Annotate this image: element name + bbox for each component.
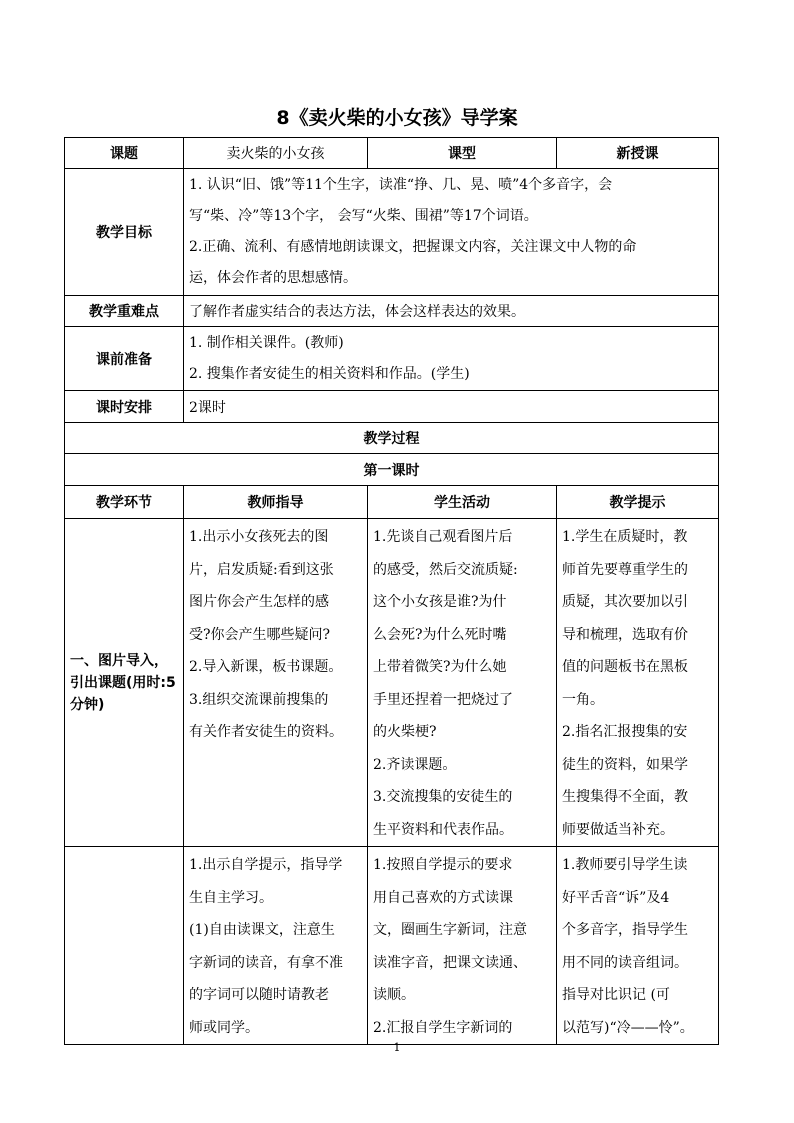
text-line: 一角。	[562, 691, 604, 708]
goals-label: 教学目标	[65, 169, 184, 296]
text-line: 生搜集得不全面，教	[562, 789, 688, 805]
process-heading: 教学过程	[65, 423, 719, 454]
text-line: 徒生的资料，如果学	[562, 756, 688, 773]
student-activity-cell	[368, 519, 557, 847]
type-value: 新授课	[557, 138, 719, 169]
text-line: 片，启发质疑:看到这张	[189, 561, 334, 578]
text-line: 2.导入新课，板书课题。	[189, 659, 343, 675]
teacher-guidance-cell	[184, 847, 368, 1045]
text-line: (1)自由读课文，注意生	[189, 922, 335, 938]
text-line: 读准字音，把课文读通、	[373, 954, 527, 971]
text-line: 师或同学。	[189, 1019, 259, 1036]
preparation-row	[65, 327, 719, 391]
text-line: 值的问题板书在黑板	[562, 659, 688, 675]
info-row	[65, 138, 719, 169]
text-line: 的火柴梗?	[373, 724, 437, 740]
teaching-tips-cell	[557, 847, 719, 1045]
preparation-label: 课前准备	[65, 327, 184, 391]
stage-label	[65, 847, 184, 1045]
schedule-value: 2课时	[184, 391, 719, 423]
key-points-label: 教学重难点	[65, 296, 184, 327]
process-heading-row	[65, 423, 719, 454]
text-line: 手里还捏着一把烧过了	[373, 691, 513, 708]
stage-row	[65, 519, 719, 847]
column-header: 教学环节	[65, 486, 184, 519]
preparation-line: 2. 搜集作者安徒生的相关资料和作品。(学生)	[189, 365, 470, 382]
text-line: 的感受，然后交流质疑:	[373, 561, 518, 578]
column-header: 教学提示	[557, 486, 719, 519]
student-activity-cell	[368, 847, 557, 1045]
preparation-line: 1. 制作相关课件。(教师)	[189, 334, 344, 351]
text-line: 受?你会产生哪些疑问?	[189, 626, 331, 643]
stage-row	[65, 847, 719, 1045]
text-line: 1.出示自学提示，指导学	[189, 857, 343, 873]
topic-value: 卖火柴的小女孩	[184, 138, 368, 169]
goals-row	[65, 169, 719, 296]
page-title: 8《卖火柴的小女孩》导学案	[276, 107, 518, 129]
text-line: 生自主学习。	[189, 889, 273, 906]
text-line: 字新词的读音，有拿不准	[189, 954, 343, 971]
text-line: 以范写)“冷——怜”。	[562, 1019, 694, 1036]
text-line: 1.学生在质疑时，教	[562, 529, 688, 545]
preparation-text	[184, 327, 719, 391]
text-line: 个多音字，指导学生	[562, 922, 688, 938]
text-line: 2.齐读课题。	[373, 756, 457, 773]
lesson-heading-row	[65, 454, 719, 486]
text-line: 3.交流搜集的安徒生的	[373, 789, 513, 805]
text-line: 1.教师要引导学生读	[562, 857, 688, 873]
text-line: 么会死?为什么死时嘴	[373, 626, 507, 643]
column-header: 教师指导	[184, 486, 368, 519]
topic-label: 课题	[65, 138, 184, 169]
text-line: 读顺。	[373, 987, 415, 1003]
text-line: 1.按照自学提示的要求	[373, 857, 513, 873]
text-line: 师要做适当补充。	[562, 821, 674, 838]
lesson-plan-table	[64, 137, 719, 1045]
type-label: 课型	[368, 138, 557, 169]
text-line: 质疑，其次要加以引	[562, 594, 688, 610]
lesson-heading: 第一课时	[65, 454, 719, 486]
text-line: 师首先要尊重学生的	[562, 561, 688, 578]
key-points-text: 了解作者虚实结合的表达方法，体会这样表达的效果。	[184, 296, 719, 327]
goal-line: 2.正确、流利、有感情地朗读课文，把握课文内容，关注课文中人物的命	[189, 239, 637, 255]
text-line: 生平资料和代表作品。	[373, 821, 513, 838]
goals-text	[184, 169, 719, 296]
text-line: 3.组织交流课前搜集的	[189, 691, 329, 708]
text-line: 1.先谈自己观看图片后	[373, 529, 513, 545]
schedule-row	[65, 391, 719, 423]
column-header-row	[65, 486, 719, 519]
text-line: 导和梳理，选取有价	[562, 626, 688, 643]
text-line: 2.汇报自学生字新词的	[373, 1019, 513, 1036]
page-number: 1	[393, 1041, 401, 1054]
text-line: 这个小女孩是谁?为什	[373, 594, 507, 610]
text-line: 图片你会产生怎样的感	[189, 594, 329, 610]
goal-line: 写“柴、冷”等13个字， 会写“火柴、围裙”等17个词语。	[189, 208, 538, 224]
text-line: 好平舌音“诉”及4	[562, 889, 670, 906]
text-line: 的字词可以随时请教老	[189, 987, 329, 1003]
text-line: 指导对比识记 (可	[562, 987, 670, 1003]
stage-label: 一、图片导入，引出课题(用时:5分钟)	[65, 519, 184, 847]
text-line: 文，圈画生字新词，注意	[373, 922, 527, 938]
key-points-row	[65, 296, 719, 327]
column-header: 学生活动	[368, 486, 557, 519]
text-line: 用自己喜欢的方式读课	[373, 889, 513, 906]
text-line: 上带着微笑?为什么她	[373, 659, 507, 675]
goal-line: 运，体会作者的思想感情。	[189, 270, 357, 286]
text-line: 1.出示小女孩死去的图	[189, 529, 329, 545]
teacher-guidance-cell	[184, 519, 368, 847]
text-line: 2.指名汇报搜集的安	[562, 724, 688, 740]
goal-line: 1. 认识“旧、饿”等11个生字，读准“挣、几、晃、喷”4个多音字，会	[189, 177, 613, 193]
text-line: 用不同的读音组词。	[562, 954, 688, 971]
teaching-tips-cell	[557, 519, 719, 847]
schedule-label: 课时安排	[65, 391, 184, 423]
text-line: 有关作者安徒生的资料。	[189, 724, 343, 740]
